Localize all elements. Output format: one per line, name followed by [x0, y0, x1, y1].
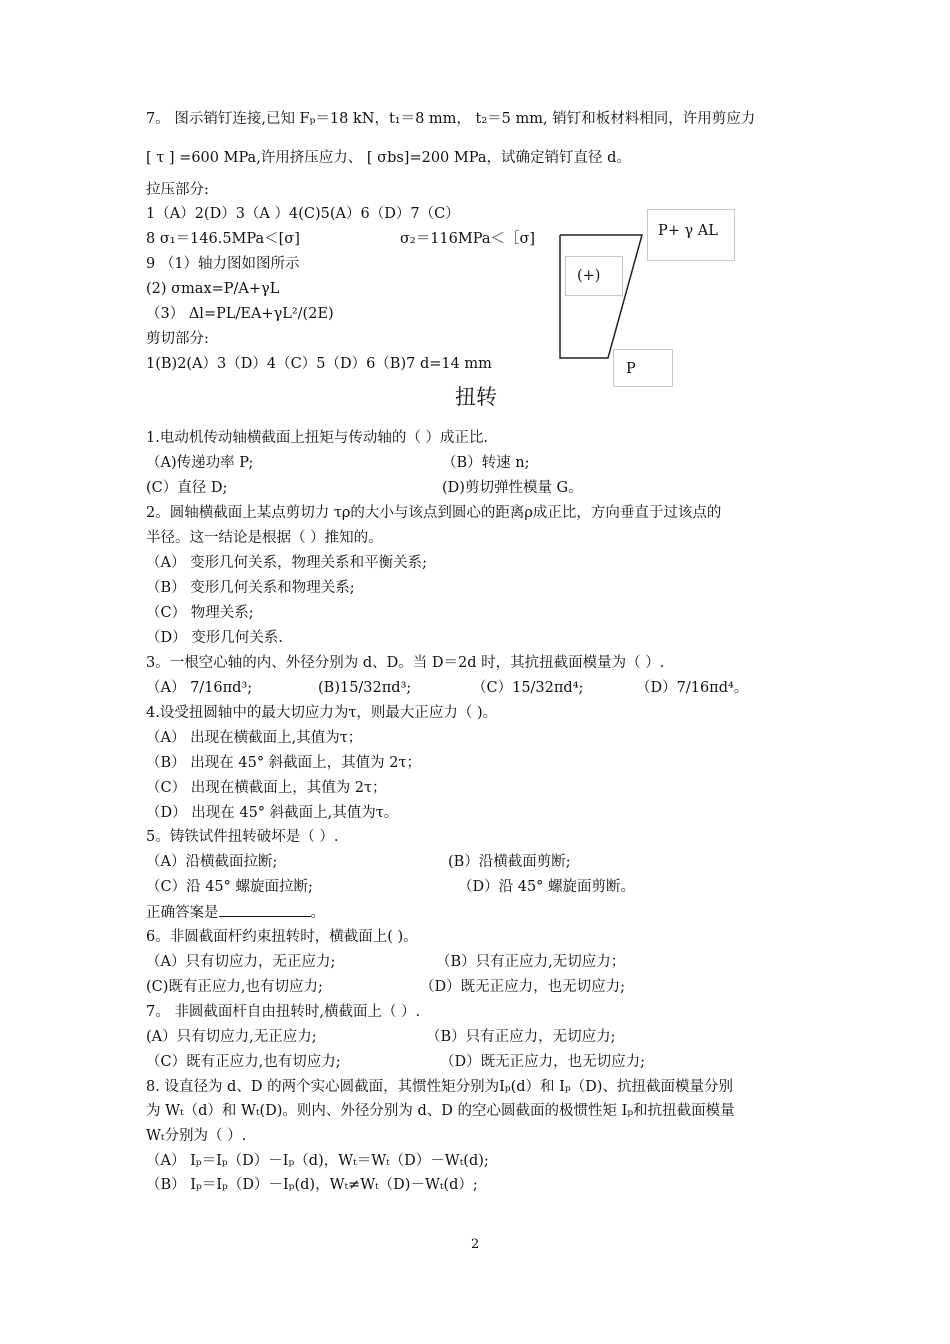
q5-option-a: （A）沿横截面拉断;: [146, 854, 278, 870]
problem-7-line-1: 7。 图示销钉连接,已知 Fₚ＝18 kN，t₁＝8 mm， t₂＝5 mm, 销钉和板材料相同，许用剪应力: [146, 111, 756, 127]
q6-stem: 6。非圆截面杆约束扭转时，横截面上( )。: [146, 929, 418, 945]
q1-stem: 1.电动机传动轴横截面上扭矩与传动轴的（ ）成正比.: [146, 430, 489, 446]
q7-option-c: （C）既有正应力,也有切应力;: [146, 1054, 341, 1070]
section-title: 扭转: [455, 385, 497, 409]
tension-answer-8b: σ₂＝116MPa＜［σ]: [400, 231, 536, 247]
tension-section-heading: 拉压部分:: [146, 182, 209, 198]
q5-stem: 5。铸铁试件扭转破坏是（ ）.: [146, 829, 339, 845]
sign-label: (+): [577, 268, 601, 284]
bottom-force-label: P: [626, 361, 636, 377]
q2-stem-1: 2。圆轴横截面上某点剪切力 τρ的大小与该点到圆心的距离ρ成正比，方向垂直于过该点的: [146, 505, 722, 521]
q6-option-b: （B）只有正应力,无切应力；: [436, 954, 626, 970]
q5-option-c: （C）沿 45° 螺旋面拉断;: [146, 879, 313, 895]
q2-stem-2: 半径。这一结论是根据（ ）推知的。: [146, 530, 383, 546]
q1-option-d: (D)剪切弹性模量 G。: [442, 480, 583, 496]
q7-option-a: (A）只有切应力,无正应力;: [146, 1029, 317, 1045]
q5-option-b: (B）沿横截面剪断;: [448, 854, 571, 870]
q7-option-d: （D）既无正应力，也无切应力;: [440, 1054, 646, 1070]
q5-answer-line: [146, 902, 325, 923]
q5-answer-label: 正确答案是: [146, 905, 219, 921]
q2-option-c: （C） 物理关系;: [146, 605, 254, 621]
q3-option-a: （A） 7/16πd³;: [146, 680, 253, 696]
q5-answer-end: 。: [310, 905, 325, 921]
q8-option-b: （B） Iₚ＝Iₚ（D）－Iₚ(d)，Wₜ≠Wₜ（D)－Wₜ(d）;: [146, 1177, 478, 1193]
q4-option-d: （D） 出现在 45° 斜截面上,其值为τ。: [146, 805, 399, 821]
q7-stem: 7。 非圆截面杆自由扭转时,横截面上（ ）.: [146, 1004, 421, 1020]
answer-blank[interactable]: [219, 902, 311, 917]
tension-answers-1-7: 1（A）2(D）3（A ）4(C)5(A）6（D）7（C）: [146, 206, 460, 222]
q4-option-c: （C） 出现在横截面上，其值为 2τ；: [146, 780, 387, 796]
bottom-label-box: [613, 349, 673, 387]
q1-option-a: （A)传递功率 P;: [146, 455, 254, 471]
axial-force-outline: [560, 235, 642, 358]
q6-option-d: （D）既无正应力，也无切应力;: [420, 979, 626, 995]
shear-section-heading: 剪切部分:: [146, 331, 209, 347]
problem-7-line-2: [ τ ] =600 MPa,许用挤压应力、 [ σbs]=200 MPa，试确定销钉直径 d。: [146, 150, 631, 166]
q3-option-c: （C）15/32πd⁴;: [472, 680, 584, 696]
q2-option-d: （D） 变形几何关系.: [146, 630, 283, 646]
q8-stem-3: Wₜ分别为（ ）.: [146, 1128, 247, 1144]
tension-answer-9-1: 9 （1）轴力图如图所示: [146, 256, 300, 272]
q8-stem-2: 为 Wₜ（d）和 Wₜ(D)。则内、外径分别为 d、D 的空心圆截面的极惯性矩 Iₚ和抗扭截面模量: [146, 1103, 735, 1119]
q4-option-a: （A） 出现在横截面上,其值为τ；: [146, 730, 363, 746]
top-label-box: [647, 209, 735, 261]
q1-option-b: （B）转速 n;: [442, 455, 530, 471]
page-number: 2: [471, 1237, 480, 1252]
shear-answers: 1(B)2(A）3（D）4（C）5（D）6（B)7 d=14 mm: [146, 356, 492, 372]
top-force-label: P+ γ AL: [658, 223, 718, 239]
sign-label-box: [565, 256, 623, 296]
q2-option-a: （A） 变形几何关系，物理关系和平衡关系;: [146, 555, 427, 571]
q4-stem: 4.设受扭圆轴中的最大切应力为τ，则最大正应力（ )。: [146, 705, 498, 721]
tension-answer-8a: 8 σ₁＝146.5MPa＜[σ]: [146, 231, 300, 247]
tension-answer-9-3: （3） Δl=PL/EA+γL²/(2E): [146, 306, 334, 322]
q6-option-a: （A）只有切应力，无正应力;: [146, 954, 336, 970]
q1-option-c: (C）直径 D;: [146, 480, 228, 496]
q2-option-b: （B） 变形几何关系和物理关系;: [146, 580, 355, 596]
q8-stem-1: 8. 设直径为 d、D 的两个实心圆截面，其惯性矩分别为Iₚ(d）和 Iₚ（D)、抗扭截面模量分别: [146, 1079, 733, 1095]
q5-option-d: （D）沿 45° 螺旋面剪断。: [458, 879, 636, 895]
q7-option-b: （B）只有正应力，无切应力;: [426, 1029, 616, 1045]
q8-option-a: （A） Iₚ＝Iₚ（D）－Iₚ（d)，Wₜ＝Wₜ（D）－Wₜ(d);: [146, 1153, 489, 1169]
q3-option-b: (B)15/32πd³;: [318, 680, 412, 696]
tension-answer-9-2: (2) σmax=P/A+γL: [146, 281, 280, 297]
q3-stem: 3。一根空心轴的内、外径分别为 d、D。当 D＝2d 时，其抗扭截面模量为（ ）.: [146, 655, 665, 671]
q4-option-b: （B） 出现在 45° 斜截面上，其值为 2τ；: [146, 755, 422, 771]
q3-option-d: （D）7/16πd⁴。: [636, 680, 749, 696]
q6-option-c: (C)既有正应力,也有切应力;: [146, 979, 323, 995]
